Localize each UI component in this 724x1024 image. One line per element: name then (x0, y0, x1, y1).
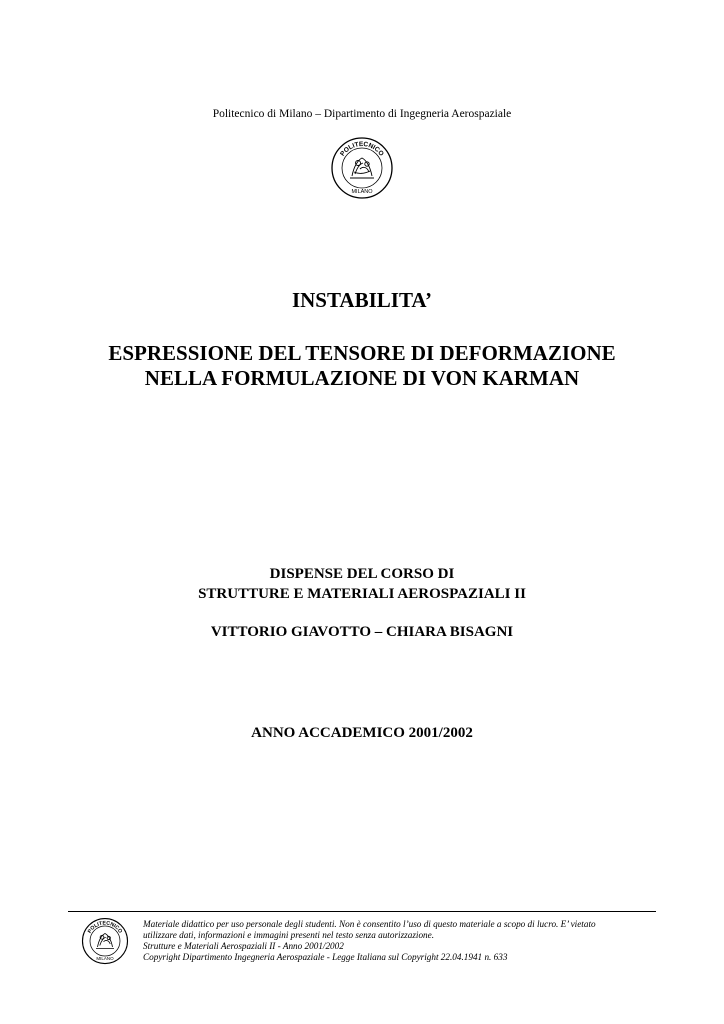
course-info (0, 564, 724, 604)
footer-line-3: Strutture e Materiali Aerospaziali II - Anno 2001/2002 (143, 941, 344, 951)
subtitle-line-2: NELLA FORMULAZIONE DI VON KARMAN (144, 366, 580, 390)
svg-text:MILANO: MILANO (351, 189, 373, 195)
document-title: INSTABILITA’ (291, 288, 433, 312)
svg-text:POLITECNICO: POLITECNICO (339, 140, 385, 158)
university-seal-icon (330, 136, 394, 200)
subtitle-line-1: ESPRESSIONE DEL TENSORE DI DEFORMAZIONE (108, 341, 616, 365)
academic-year: ANNO ACCADEMICO 2001/2002 (251, 725, 473, 741)
svg-text:POLITECNICO: POLITECNICO (86, 920, 124, 935)
header-institution: Politecnico di Milano – Dipartimento di Ingegneria Aerospaziale (212, 108, 512, 120)
footer-line-2: utilizzare dati, informazioni e immagini presenti nel testo senza autorizzazione. (143, 930, 435, 940)
footer-line-4: Copyright Dipartimento Ingegneria Aerospaziale - Legge Italiana sul Copyright 22.04.1941 n. 633 (143, 952, 508, 962)
authors: VITTORIO GIAVOTTO – CHIARA BISAGNI (210, 624, 514, 640)
course-line-2: STRUTTURE E MATERIALI AEROSPAZIALI II (198, 586, 526, 602)
svg-text:MILANO: MILANO (96, 955, 114, 961)
footer-line-1: Materiale didattico per uso personale degli studenti. Non è consentito l’uso di questo materiale a scopo di lucro. E’ vietato (143, 919, 596, 929)
course-line-1: DISPENSE DEL CORSO DI (269, 566, 455, 582)
university-seal-small-icon (81, 917, 129, 965)
footer-divider (68, 911, 656, 912)
footer-notice (143, 919, 653, 963)
document-subtitle (0, 341, 724, 391)
